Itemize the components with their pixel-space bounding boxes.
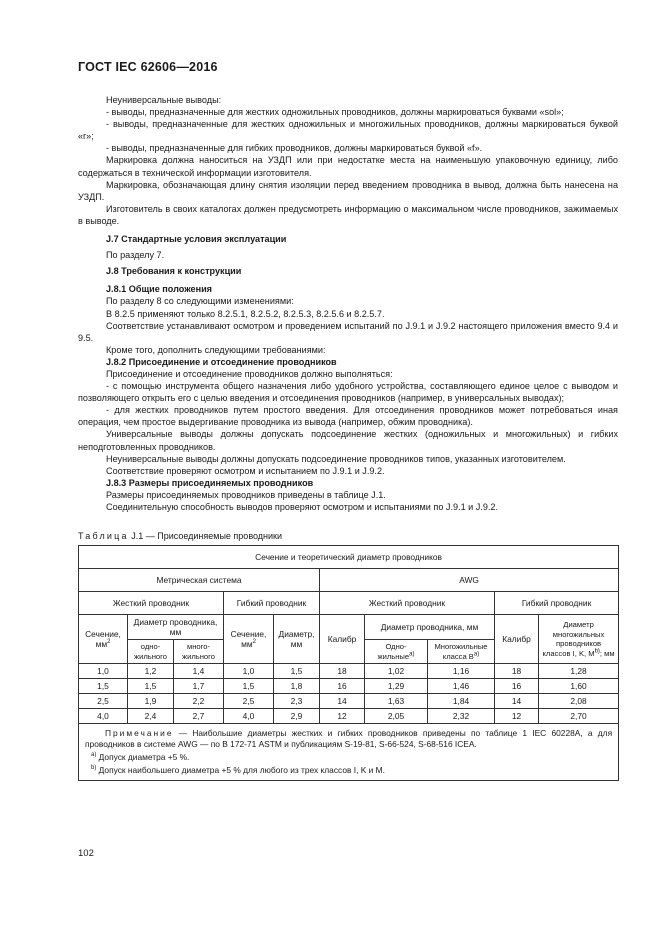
paragraph: Соответствие устанавливают осмотром и проведением испытаний по J.9.1 и J.9.2 настоящего приложения вместо 9.4 и 9.5.	[78, 320, 618, 343]
paragraph: По разделу 7.	[106, 250, 165, 261]
header-awg-stranded: Многожильные класса $B^{a)}$	[428, 640, 495, 664]
note-label: Примечание	[105, 728, 174, 739]
page-number: 102	[78, 848, 94, 859]
document-page	[78, 60, 618, 781]
header-metric-rigid: Жесткий проводник	[79, 592, 224, 615]
header-awg-diameter-group: Диаметр проводника, мм	[365, 615, 495, 640]
header-awg-solid: Одно-жильные$^{a)}$	[365, 640, 428, 664]
table-top-header: Сечение и теоретический диаметр проводников	[79, 546, 619, 569]
paragraph: Маркировка должна наноситься на УЗДП или при недостатке места на наименьшую упаковочную единицу, либо содержаться в технической информации изготовителя.	[78, 155, 618, 178]
paragraph: Маркировка, обозначающая длину снятия изоляции перед введением проводника в вывод, должна быть нанесена на УЗДП.	[78, 179, 618, 202]
section-heading-j8-3: J.8.3 Размеры присоединяемых проводников	[106, 477, 314, 488]
paragraph: По разделу 8 со следующими изменениями:	[106, 296, 294, 307]
paragraph: - для жестких проводников путем простого введения. Для отсоединения проводников может потребоваться иная операция, чем простое выдергивание проводника из вывода (например, обжим проводника).	[78, 405, 618, 428]
paragraph: Универсальные выводы должны допускать подсоединение жестких (одножильных и многожильных) и гибких неподготовленных проводников.	[78, 429, 618, 452]
paragraph: Неуниверсальные выводы должны допускать подсоединение проводников типов, указанных изготовителем.	[106, 453, 566, 464]
table-caption	[78, 531, 618, 541]
header-stranded: много-жильного	[174, 640, 224, 664]
paragraph: Неуниверсальные выводы:	[106, 95, 222, 105]
header-awg: AWG	[320, 569, 619, 592]
table-row: 1,0 1,2 1,4 1,0 1,5 18 1,02 1,16 18 1,28	[79, 664, 619, 679]
section-heading-j7: J.7 Стандартные условия эксплуатации	[106, 234, 287, 245]
header-section-rigid: Сечение, $мм^2$	[79, 615, 128, 664]
table-row: 1,5 1,5 1,7 1,5 1,8 16 1,29 1,46 16 1,60	[79, 679, 619, 694]
header-awg-flexible: Гибкий проводник	[495, 592, 619, 615]
header-awg-flex-diameter: Диаметр многожильных проводников классов I, K, $M^{b)}$; мм	[539, 615, 619, 664]
footnote-b: $^{b)}$ Допуск наибольшего диаметра +5 % для любого из трех классов I, K и M.	[91, 765, 385, 776]
paragraph: Изготовитель в своих каталогах должен предусмотреть информацию о максимальном числе проводников, зажимаемых в выводе.	[78, 203, 618, 226]
table-caption-word: Таблица	[78, 531, 129, 542]
header-awg-rigid: Жесткий проводник	[320, 592, 495, 615]
table-row: 2,5 1,9 2,2 2,5 2,3 14 1,63 1,84 14 2,08	[79, 694, 619, 709]
conductors-table	[78, 545, 619, 781]
paragraph: Соответствие проверяют осмотром и испытанием по J.9.1 и J.9.2.	[106, 465, 385, 476]
section-heading-j8-2: J.8.2 Присоединение и отсоединение проводников	[106, 356, 337, 367]
header-diameter-group: Диаметр проводника, мм	[128, 615, 224, 640]
header-metric: Метрическая система	[79, 569, 320, 592]
paragraph: Соединительную способность выводов проверяют осмотром и испытаниями по J.9.1 и J.9.2.	[106, 502, 499, 512]
paragraph: - выводы, предназначенные для жестких одножильных и многожильных проводников, должны маркироваться буквой «r»;	[78, 119, 618, 142]
note-text: — Наибольшие диаметры жестких и гибких проводников приведены по таблице 1 IEC 60228A, а для проводников в системе AWG — по В 172-71 ASTM и публикациям S-19-81, S-66-524, S-68-516 ICEA.	[85, 728, 613, 750]
document-header: ГОСТ IEC 62606—2016	[78, 60, 218, 74]
paragraph: В 8.2.5 применяют только 8.2.5.1, 8.2.5.2, 8.2.5.3, 8.2.5.6 и 8.2.5.7.	[106, 308, 385, 319]
header-gauge-rigid: Калибр	[320, 615, 365, 664]
table-caption-text: J.1 — Присоединяемые проводники	[131, 531, 283, 542]
header-section-flexible: Сечение, $мм^2$	[224, 615, 274, 664]
paragraph: - с помощью инструмента общего назначения либо удобного устройства, составляющего единое целое с выводом и позволяющего открыть его с целью введения и отсоединения проводников (например, в универсальных выводах);	[78, 381, 618, 404]
document-body	[78, 94, 618, 513]
table-row: 4,0 2,4 2,7 4,0 2,9 12 2,05 2,32 12 2,70	[79, 709, 619, 724]
section-heading-j8: J.8 Требования к конструкции	[106, 266, 242, 277]
section-heading-j8-1: J.8.1 Общие положения	[106, 284, 212, 295]
paragraph: Кроме того, дополнить следующими требованиями:	[106, 344, 326, 355]
footnote-a: $^{a)}$ Допуск диаметра +5 %.	[91, 752, 190, 763]
table-note	[79, 724, 619, 781]
paragraph: - выводы, предназначенные для жестких одножильных проводников, должны маркироваться буквами «sol»;	[106, 107, 564, 118]
header-metric-flexible: Гибкий проводник	[224, 592, 320, 615]
header-diameter-flexible: Диаметр, мм	[274, 615, 320, 664]
paragraph: Размеры присоединяемых проводников приведены в таблице J.1.	[106, 489, 386, 500]
header-gauge-flexible: Калибр	[495, 615, 539, 664]
paragraph: Присоединение и отсоединение проводников должно выполняться:	[106, 368, 393, 379]
header-solid: одно-жильного	[128, 640, 174, 664]
paragraph: - выводы, предназначенные для гибких проводников, должны маркироваться буквой «f».	[106, 143, 483, 154]
